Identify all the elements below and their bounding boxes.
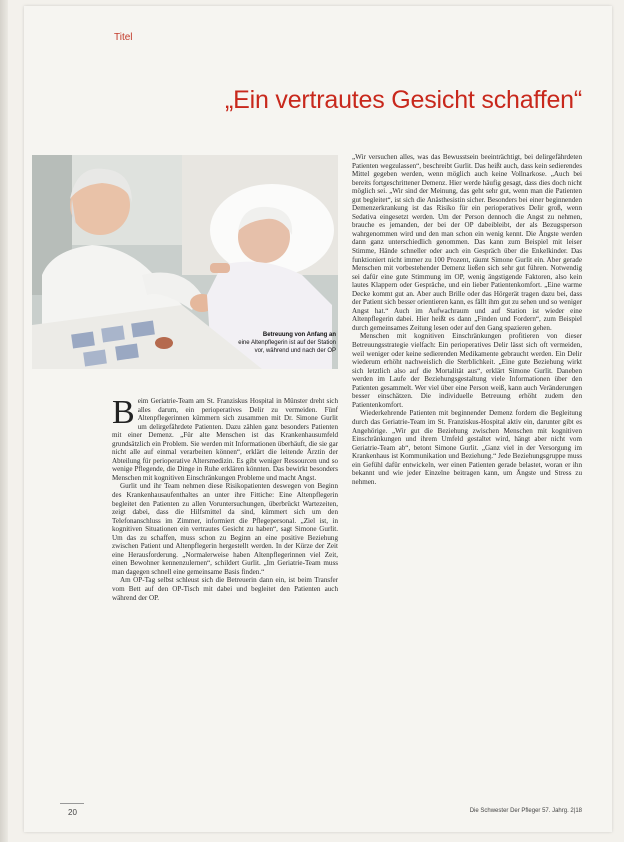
page-number: 20	[68, 808, 77, 817]
article-paragraph: Am OP-Tag selbst schleust sich die Betreuerin dann ein, ist beim Transfer vom Bett auf den OP-Tisch mit dabei und begleitet den Patienten auch während der OP.	[112, 576, 338, 602]
article-column-left	[112, 397, 338, 807]
article-paragraph: Menschen mit kognitiven Einschränkungen profitieren von dieser Betreuungsstrategie vielfach: Ein perioperatives Delir lässt sich oft vermeiden, weil weniger oder keine sedierenden Medikamente gebraucht werden. Ein Delir wiederum erhöht nachweislich die Sterblichkeit. „Eine gute Beziehung wirkt sich letztlich also auf die Mortalität aus“, erklärt Simone Gurlit. Daneben werden im Laufe der Beziehungsgestaltung viele Informationen über den Patienten gesammelt. Wer viel über eine Person weiß, kann auch Veränderungen besser einschätzen. Die individuelle Betreuung erhöht zudem den Patientenkomfort.	[352, 332, 582, 409]
article-headline: „Ein vertrautes Gesicht schaffen“	[225, 86, 582, 114]
article-paragraph: eim Geriatrie-Team am St. Franziskus Hospital in Münster dreht sich alles darum, ein perioperatives Delir zu vermeiden. Fünf Altenpflegerinnen kümmern sich zusammen mit Dr. Simone Gurlit um delirgefährdete Patienten. Dazu zählen ganz besonders Patienten mit einer Demenz. „Für alte Menschen ist das Krankenhausumfeld grundsätzlich ein Problem. Sie werden mit Informationen überhäuft, die sie gar nicht alle auf einmal verarbeiten können“, erklärt die leitende Ärztin der Abteilung für perioperative Altersmedizin. Es gibt weniger Ressourcen und so wenige Pflegende, die Dinge in Ruhe erklären könnten. Das bewirkt besonders Menschen mit kognitiven Einschränkungen Probleme und macht Angst.	[112, 397, 338, 482]
footer-rule	[60, 803, 84, 804]
page-binding-shadow	[0, 0, 8, 842]
article-paragraph: Wiederkehrende Patienten mit beginnender Demenz fordern die Begleitung durch das Geriatrie-Team im St. Franziskus-Hospital aktiv ein, darunter gibt es Angehörige. „Wir gut die Beziehung zwischen Menschen mit kognitiven Einschränkungen und ihrem Umfeld gestaltet wird, hängt aber nicht vom Geriatrie-Team ab“, betont Simone Gurlit. „Ganz viel in der Versorgung im Krankenhaus ist Kommunikation und Beziehung.“ Jede Beziehungsgruppe muss ein Gefühl dafür entwickeln, wer einen Patienten gerade belastet, woran er ihn bekannt und wie jeder Einzelne beitragen kann, um Ängste und Stress zu nehmen.	[352, 409, 582, 486]
photo-caption-text: eine Altenpflegerin ist auf der Station vor, während und nach der OP	[238, 340, 336, 354]
photo-caption	[230, 331, 336, 355]
article-column-right	[352, 153, 582, 793]
journal-footer: Die Schwester Der Pfleger 57. Jahrg. 2|18	[469, 808, 582, 814]
photo-caption-title: Betreuung von Anfang an	[262, 332, 336, 338]
article-paragraph: Gurlit und ihr Team nehmen diese Risikopatienten deswegen von Beginn des Krankenhausaufenthaltes an unter ihre Fittiche: Eine Altenpflegerin begleitet den Patienten zu allen Voruntersuchungen, überbrückt Wartezeiten, zeigt dabei, dass die Hilfsmittel da sind, kümmert sich um den Telefonanschluss im Zimmer, informiert die Pflegepersonal. „Ziel ist, in kognitiven Situationen ein vertrautes Gesicht zu haben“, sagt Simone Gurlit. Um das zu schaffen, muss schon zu Beginn an eine positive Beziehung zwischen Patient und Altenpflegerin hergestellt werden. In der Kürze der Zeit eine Herausforderung. „Normalerweise haben Altenpflegerinnen viel Zeit, einen Bewohner kennenzulernen“, schildert Gurlit. „Im Geriatrie-Team muss man dagegen schnell eine gemeinsame Basis finden.“	[112, 482, 338, 576]
drop-cap: B	[112, 397, 135, 431]
section-rubric: Titel	[114, 32, 133, 43]
article-paragraph: „Wir versuchen alles, was das Bewusstsein beeinträchtigt, bei delirgefährdeten Patienten wegzulassen“, beschreibt Gurlit. Das heißt auch, dass kein sedierendes Mittel gegeben werden, wenn möglich auch keine Vollnarkose. „Auch bei bereits fortgeschrittener Demenz. Hier werde häufig gesagt, dass dies doch nicht möglich sei. „Wir sind der Meinung, das geht sehr gut, wenn man die Patienten gut begleitet“, ist sich die Anästhesistin sicher. Besonders bei einer beginnenden Demenzerkrankung ist das Risiko für ein perioperatives Delir groß, wenn Sedativa eingesetzt werden. Um der Person dennoch die Angst zu nehmen, brauche es jemanden, der bei der OP dabeibleibt, der als Bezugsperson wahrgenommen wird und den man schon ein wenig kennt. Die Ängste werden dann ganz unterschiedlich genommen. Das kann zum Beispiel mit leiser Stimme, Hände schneller oder auch ein Gespräch über die Enkelkinder. Das funktioniert nicht immer zu 100 Prozent, räumt Simone Gurlit ein. Aber gerade Menschen mit vorbestehender Demenz ließen sich sehr gut führen. Notwendig sei dafür eine gute Stimmung im OP, wenig ängstigende Faktoren, also kein lautes Klappern oder Gespräche, und ein lieber Patientenkomfort. „Eine warme Decke kommt gut an. Aber auch Brille oder das Hörgerät tragen dazu bei, dass der Patient sich besser orientieren kann, es fällt ihm gut zu sehen und so weniger Angst hat.“ Auch im Aufwachraum und auf Station ist wieder eine Altenpflegerin dabei. Hier heißt es dann „Finden und Fordern“, zum Beispiel durch gemeinsames Zeitung lesen oder auf den Gang spazieren gehen.	[352, 153, 582, 332]
